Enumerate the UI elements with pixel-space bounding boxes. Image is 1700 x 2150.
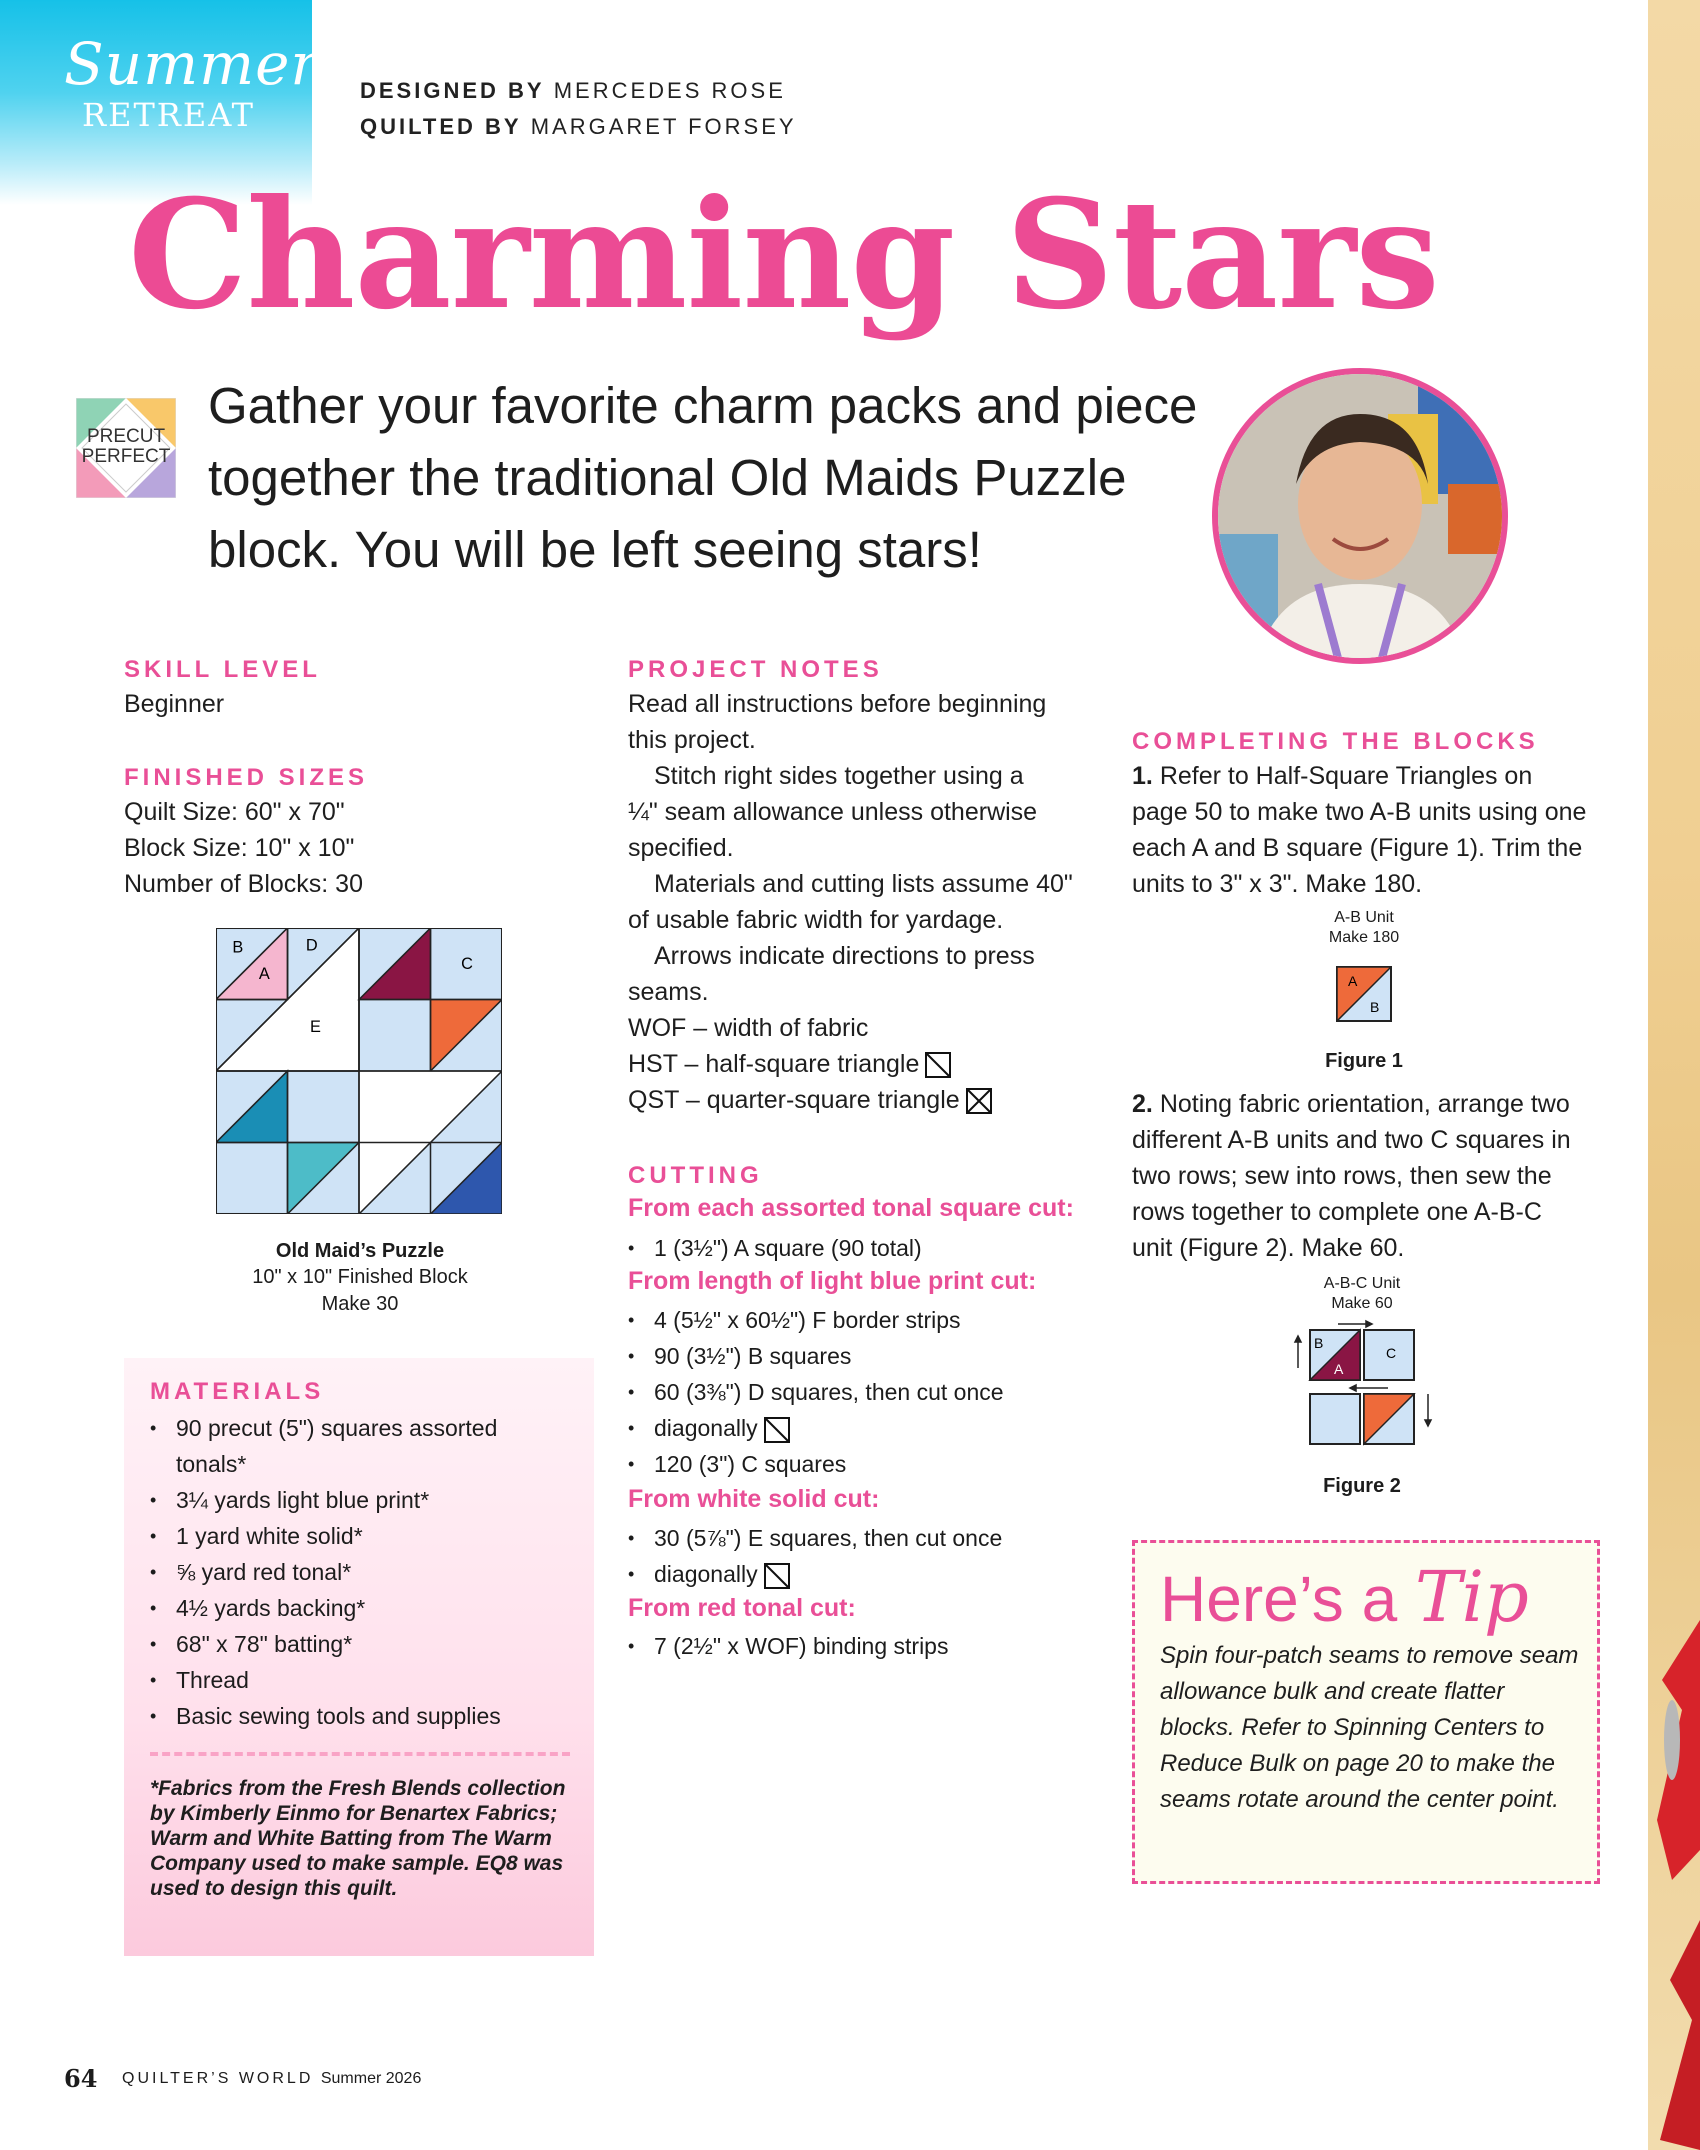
fig2-c: C [1386, 1345, 1397, 1361]
fig2-unit-label: A-B-C Unit [1323, 1275, 1401, 1292]
fig2-make-label: Make 60 [1331, 1295, 1393, 1312]
step2-text: Noting fabric orientation, arrange two [1159, 1090, 1570, 1118]
step1-text: Refer to Half-Square Triangles on [1159, 762, 1533, 790]
badge-retreat-text: RETREAT [82, 96, 255, 134]
materials-item: • ⅝ yard red tonal* [150, 1554, 570, 1590]
cutting-item: • 60 (3⅜") D squares, then cut once [628, 1374, 1048, 1410]
hst-line [628, 1046, 951, 1082]
note-line: Read all instructions before beginning [628, 690, 1047, 718]
designed-by-credit [360, 78, 786, 104]
note-line: this project. [628, 726, 756, 754]
cutting-item: • 4 (5½" x 60½") F border strips [628, 1302, 1048, 1338]
figure2-label: Figure 2 [1323, 1475, 1401, 1497]
label-b: B [232, 938, 244, 957]
materials-item: • 1 yard white solid* [150, 1518, 570, 1554]
fig1-unit-label: A-B Unit [1334, 909, 1394, 926]
skill-level-value: Beginner [124, 690, 225, 718]
cutting-item-continued [628, 1556, 1048, 1592]
magazine-name: QUILTER’S WORLD [122, 2070, 314, 2087]
step2-line: unit (Figure 2). Make 60. [1132, 1234, 1405, 1262]
designer-name: MERCEDES ROSE [553, 78, 786, 103]
materials-item: • Basic sewing tools and supplies [150, 1698, 570, 1734]
diagonal-cut-icon [764, 1563, 790, 1589]
tip-title [1160, 1556, 1529, 1638]
label-d: D [305, 936, 318, 955]
cutting-item: • 30 (5⅞") E squares, then cut once [628, 1520, 1048, 1556]
cutting-list-red [628, 1628, 1048, 1664]
cutting-group-title: From white solid cut: [628, 1485, 880, 1513]
step2-line [1132, 1086, 1570, 1122]
materials-item: • 4½ yards backing* [150, 1590, 570, 1626]
cutting-item: • 1 (3½") A square (90 total) [628, 1230, 1048, 1266]
step1-line [1132, 758, 1532, 794]
cutting-heading: CUTTING [628, 1162, 763, 1189]
step1-line: units to 3" x 3". Make 180. [1132, 870, 1423, 898]
note-line: WOF – width of fabric [628, 1014, 869, 1042]
precut-line2: PERFECT [81, 446, 171, 467]
block-size: Block Size: 10" x 10" [124, 834, 355, 862]
designer-portrait [1212, 368, 1508, 664]
portrait-photo [1218, 374, 1502, 658]
hst-icon [925, 1052, 951, 1078]
materials-item: • 3¼ yards light blue print* [150, 1482, 570, 1518]
fig2-b: B [1314, 1335, 1324, 1351]
note-line: Materials and cutting lists assume 40" [654, 870, 1073, 898]
fig1-make-label: Make 180 [1328, 929, 1400, 946]
cutting-item-diag: diagonally [654, 1415, 758, 1441]
skill-level-heading: SKILL LEVEL [124, 656, 321, 683]
figure2-abc-unit [1288, 1318, 1438, 1450]
cutting-list-white [628, 1520, 1048, 1592]
hst-text: HST – half-square triangle [628, 1050, 920, 1078]
quilt-size: Quilt Size: 60" x 70" [124, 798, 345, 826]
materials-list [150, 1410, 570, 1734]
label-e: E [309, 1018, 321, 1037]
cutting-item: • 120 (3") C squares [628, 1446, 1048, 1482]
note-line: of usable fabric width for yardage. [628, 906, 1004, 934]
materials-divider [150, 1752, 570, 1756]
cutting-group-title: From length of light blue print cut: [628, 1267, 1037, 1295]
figure1-ab-unit [1336, 966, 1392, 1022]
diagram-caption-size: 10" x 10" Finished Block [252, 1266, 468, 1288]
step2-line: rows together to complete one A-B-C [1132, 1198, 1542, 1226]
designed-by-label: DESIGNED BY [360, 78, 545, 103]
cutting-item: • 90 (3½") B squares [628, 1338, 1048, 1374]
quilter-name: MARGARET FORSEY [530, 114, 797, 139]
page-number: 64 [64, 2064, 98, 2093]
note-line: ¼" seam allowance unless otherwise [628, 798, 1038, 826]
old-maids-puzzle-diagram [216, 928, 502, 1214]
qst-line [628, 1082, 992, 1118]
badge-summer-text: Summer [64, 30, 320, 98]
number-of-blocks: Number of Blocks: 30 [124, 870, 363, 898]
cutting-item-diag: diagonally [654, 1561, 758, 1587]
qst-text: QST – quarter-square triangle [628, 1086, 960, 1114]
materials-item: • Thread [150, 1662, 570, 1698]
diagram-caption-title: Old Maid’s Puzzle [275, 1240, 445, 1262]
fig2-a: A [1334, 1361, 1344, 1377]
quilted-by-label: QUILTED BY [360, 114, 522, 139]
note-line: Arrows indicate directions to press [654, 942, 1035, 970]
step1-number: 1. [1132, 762, 1153, 790]
tip-title-word: Tip [1414, 1556, 1529, 1638]
completing-heading: COMPLETING THE BLOCKS [1132, 728, 1539, 755]
precut-line1: PRECUT [86, 426, 166, 447]
cutting-item: • 7 (2½" x WOF) binding strips [628, 1628, 1048, 1664]
cutting-item-continued [628, 1410, 1048, 1446]
note-line: seams. [628, 978, 709, 1006]
step2-line: different A-B units and two C squares in [1132, 1126, 1571, 1154]
tip-title-prefix: Here’s a [1160, 1563, 1398, 1635]
cutting-list-tonal [628, 1230, 1048, 1266]
tip-text: Spin four-patch seams to remove seam allowance bulk and create flatter blocks. Refer to Spinning Centers to Reduce Bulk on page 20 to make the seams rotate around the center point. [1160, 1642, 1579, 1813]
note-line: Stitch right sides together using a [654, 762, 1024, 790]
step1-line: each A and B square (Figure 1). Trim the [1132, 834, 1583, 862]
qst-icon [966, 1088, 992, 1114]
fig1-b: B [1370, 999, 1380, 1015]
step1-line: page 50 to make two A-B units using one [1132, 798, 1587, 826]
footer-magazine [122, 2070, 421, 2088]
step2-line: two rows; sew into rows, then sew the [1132, 1162, 1552, 1190]
issue-name: Summer 2026 [320, 2070, 422, 2087]
fig1-a: A [1348, 973, 1358, 989]
page-title: Charming Stars [128, 167, 1439, 343]
quilted-by-credit [360, 114, 797, 140]
precut-perfect-logo [76, 398, 176, 498]
note-line: specified. [628, 834, 734, 862]
project-notes-heading: PROJECT NOTES [628, 656, 883, 683]
materials-item: • 90 precut (5") squares assorted tonals* [150, 1410, 570, 1482]
label-c: C [461, 954, 473, 973]
fabric-credit-note: *Fabrics from the Fresh Blends collection by Kimberly Einmo for Benartex Fabrics; Warm and White Batting from The Warm Company used to make sample. EQ8 was used to design this quilt. [150, 1777, 566, 1900]
sewing-machine-photo [1652, 1620, 1700, 2150]
label-a: A [258, 965, 270, 984]
cutting-group-title: From each assorted tonal square cut: [628, 1194, 1074, 1222]
materials-item: • 68" x 78" batting* [150, 1626, 570, 1662]
cutting-group-title: From red tonal cut: [628, 1594, 856, 1622]
cutting-list-blue [628, 1302, 1048, 1482]
diagonal-cut-icon [764, 1417, 790, 1443]
step2-number: 2. [1132, 1090, 1153, 1118]
intro-text: Gather your favorite charm packs and piece together the traditional Old Maids Puzzle block. You will be left seeing stars! [208, 377, 1198, 578]
materials-heading: MATERIALS [150, 1378, 325, 1405]
diagram-caption-count: Make 30 [321, 1293, 399, 1315]
finished-sizes-heading: FINISHED SIZES [124, 764, 369, 791]
figure1-label: Figure 1 [1325, 1050, 1403, 1072]
